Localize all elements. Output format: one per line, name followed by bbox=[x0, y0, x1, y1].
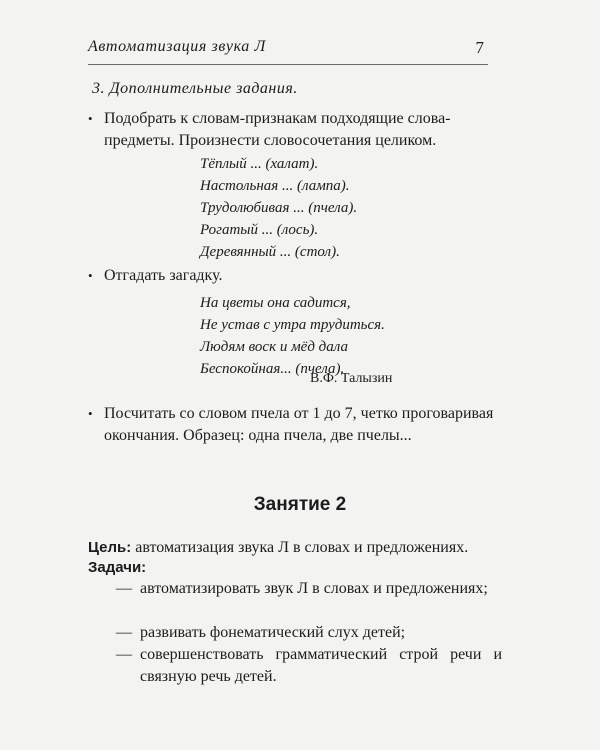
bullet-item-counting bbox=[88, 403, 498, 447]
running-title: Автоматизация звука Л bbox=[88, 38, 266, 55]
tasks-label: Задачи: bbox=[88, 559, 147, 576]
riddle-line: Не устав с утра трудиться. bbox=[200, 317, 385, 333]
bullet-text: Посчитать со словом пчела от 1 до 7, четко проговаривая окончания. Образец: одна пчела, две пчелы... bbox=[104, 405, 494, 444]
word-phrases-list bbox=[200, 153, 357, 263]
bullet-item-riddle bbox=[88, 265, 498, 287]
page-number: 7 bbox=[475, 38, 484, 57]
lesson-goal bbox=[88, 537, 468, 559]
lesson-title: Занятие 2 bbox=[253, 494, 347, 515]
page-header bbox=[88, 36, 488, 65]
phrase-line: Трудолюбивая ... (пчела). bbox=[200, 200, 358, 216]
riddle-line: Беспокойная... (пчела). bbox=[200, 361, 345, 377]
bullet-item-match-words bbox=[88, 108, 498, 152]
section-title: 3. Дополнительные задания. bbox=[92, 80, 298, 97]
goal-label: Цель: bbox=[88, 539, 132, 556]
bullet-marker: • bbox=[88, 268, 93, 283]
task-text: развивать фонематический слух детей; bbox=[140, 624, 406, 641]
bullet-marker: • bbox=[88, 111, 93, 126]
bullet-text: Отгадать загадку. bbox=[104, 267, 223, 284]
task-text: автоматизировать звук Л в словах и предложениях; bbox=[140, 580, 488, 597]
phrase-line: Настольная ... (лампа). bbox=[200, 178, 350, 194]
task-dash: — bbox=[116, 580, 132, 597]
phrase-line: Тёплый ... (халат). bbox=[200, 156, 319, 172]
riddle-line: Людям воск и мёд дала bbox=[200, 339, 348, 355]
task-item bbox=[116, 644, 502, 688]
task-dash: — bbox=[116, 646, 132, 663]
bullet-marker: • bbox=[88, 406, 93, 421]
task-dash: — bbox=[116, 624, 132, 641]
riddle-line: На цветы она садится, bbox=[200, 295, 351, 311]
phrase-line: Деревянный ... (стол). bbox=[200, 244, 340, 260]
goal-text: автоматизация звука Л в словах и предложениях. bbox=[135, 539, 469, 556]
task-text: совершенствовать грамматический строй речи и связную речь детей. bbox=[140, 646, 502, 685]
task-item bbox=[116, 578, 502, 600]
riddle-poem bbox=[200, 292, 385, 380]
bullet-text: Подобрать к словам-признакам подходящие слова-предметы. Произнести словосочетания целиком. bbox=[104, 110, 451, 149]
phrase-line: Рогатый ... (лось). bbox=[200, 222, 319, 238]
task-item bbox=[116, 622, 502, 644]
riddle-author: В.Ф. Талызин bbox=[310, 371, 393, 386]
